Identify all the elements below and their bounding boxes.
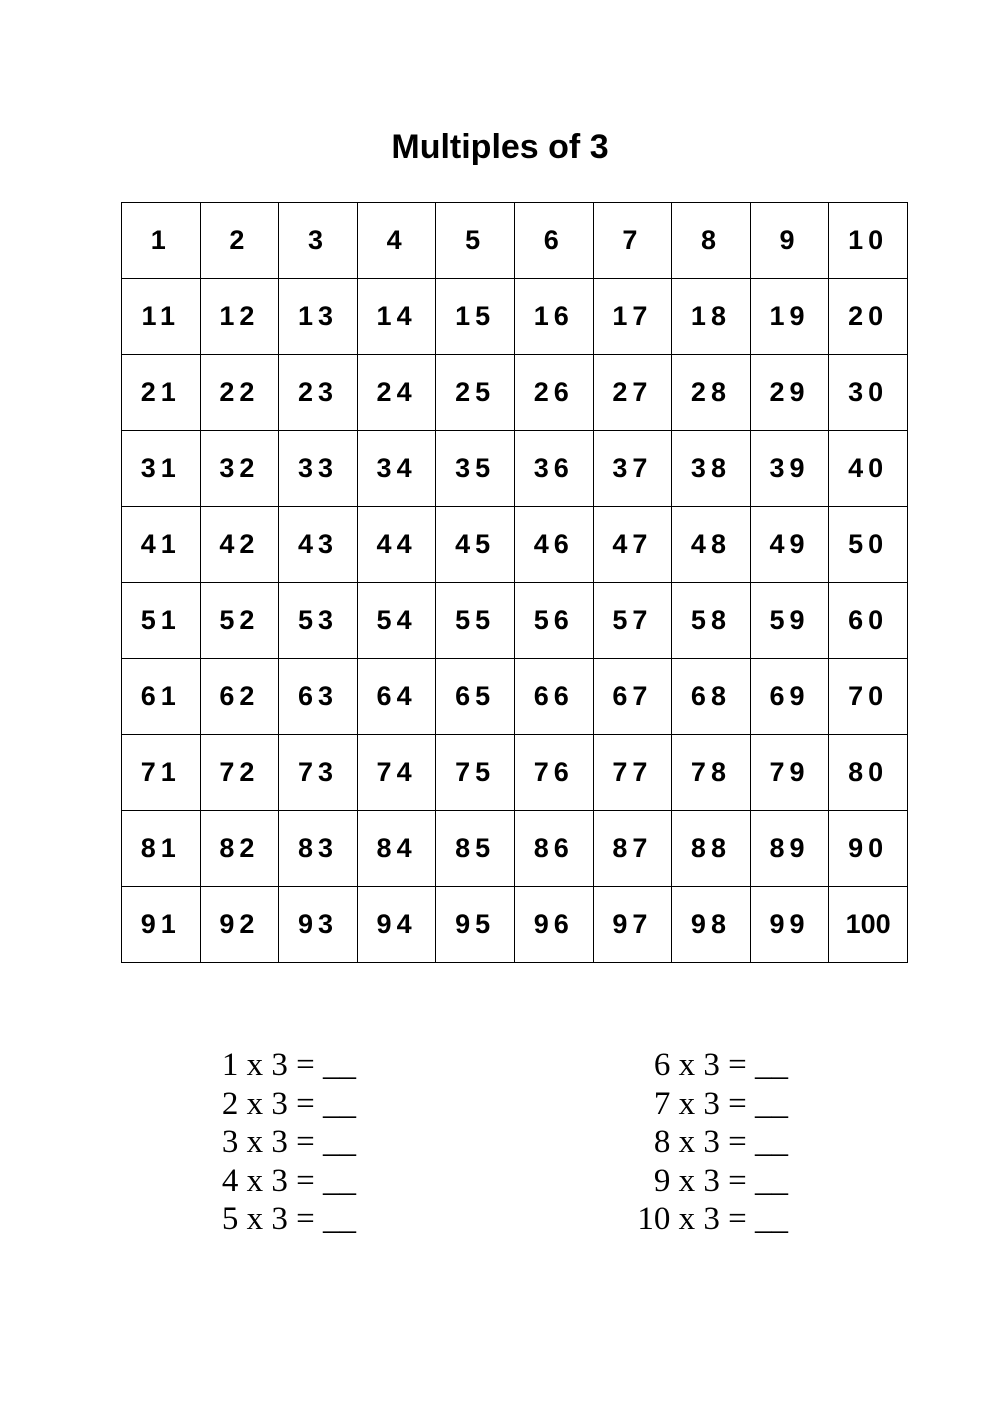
grid-cell[interactable]: 53 [279,583,358,659]
grid-cell[interactable]: 66 [514,659,593,735]
grid-cell[interactable]: 59 [750,583,829,659]
grid-cell[interactable]: 61 [122,659,201,735]
grid-cell[interactable]: 70 [829,659,908,735]
grid-cell[interactable]: 49 [750,507,829,583]
grid-cell[interactable]: 62 [200,659,279,735]
grid-cell[interactable]: 83 [279,811,358,887]
exercise-item: 4 x 3 = __ [221,1162,356,1199]
grid-cell[interactable]: 16 [514,279,593,355]
grid-cell[interactable]: 80 [829,735,908,811]
grid-cell[interactable]: 37 [593,431,672,507]
grid-cell[interactable]: 94 [357,887,436,963]
grid-cell[interactable]: 52 [200,583,279,659]
exercise-item: 9 x 3 = __ [653,1162,788,1199]
grid-cell[interactable]: 28 [672,355,751,431]
grid-cell[interactable]: 55 [436,583,515,659]
grid-cell[interactable]: 99 [750,887,829,963]
exercise-item: 3 x 3 = __ [221,1124,356,1160]
grid-cell[interactable]: 36 [514,431,593,507]
grid-cell[interactable]: 58 [672,583,751,659]
grid-cell[interactable]: 97 [593,887,672,963]
grid-cell[interactable]: 33 [279,431,358,507]
grid-cell[interactable]: 18 [672,279,751,355]
grid-cell[interactable]: 74 [357,735,436,811]
grid-row [122,887,908,963]
grid-cell[interactable]: 1 [122,203,201,279]
hundred-chart-grid [121,202,908,963]
grid-row [122,279,908,355]
grid-cell[interactable]: 87 [593,811,672,887]
grid-cell[interactable]: 57 [593,583,672,659]
grid-cell[interactable]: 25 [436,355,515,431]
grid-cell[interactable]: 46 [514,507,593,583]
grid-cell[interactable]: 13 [279,279,358,355]
grid-row [122,659,908,735]
grid-cell[interactable]: 93 [279,887,358,963]
grid-cell[interactable]: 88 [672,811,751,887]
grid-cell[interactable]: 7 [593,203,672,279]
grid-cell[interactable]: 34 [357,431,436,507]
exercise-item: 10 x 3 = __ [637,1201,788,1237]
exercise-item: 8 x 3 = __ [653,1124,788,1160]
grid-cell[interactable]: 71 [122,735,201,811]
grid-row [122,583,908,659]
exercise-list-right [605,1046,788,1239]
grid-cell[interactable]: 69 [750,659,829,735]
grid-cell[interactable]: 17 [593,279,672,355]
grid-cell[interactable]: 85 [436,811,515,887]
grid-cell[interactable]: 60 [829,583,908,659]
grid-cell[interactable]: 23 [279,355,358,431]
grid-cell[interactable]: 3 [279,203,358,279]
grid-cell[interactable]: 65 [436,659,515,735]
exercise-item: 1 x 3 = __ [221,1047,356,1083]
grid-cell[interactable]: 39 [750,431,829,507]
grid-cell[interactable]: 11 [122,279,201,355]
grid-row [122,735,908,811]
exercise-item: 2 x 3 = __ [221,1085,356,1122]
grid-cell[interactable]: 29 [750,355,829,431]
grid-cell[interactable]: 43 [279,507,358,583]
grid-cell[interactable]: 41 [122,507,201,583]
grid-cell[interactable]: 9 [750,203,829,279]
grid-cell[interactable]: 30 [829,355,908,431]
grid-cell[interactable]: 4 [357,203,436,279]
grid-cell[interactable]: 84 [357,811,436,887]
grid-cell[interactable]: 81 [122,811,201,887]
grid-cell[interactable]: 27 [593,355,672,431]
grid-cell[interactable]: 98 [672,887,751,963]
grid-cell[interactable]: 42 [200,507,279,583]
grid-cell[interactable]: 6 [514,203,593,279]
grid-cell[interactable]: 95 [436,887,515,963]
grid-cell[interactable]: 79 [750,735,829,811]
grid-cell[interactable]: 45 [436,507,515,583]
grid-cell[interactable]: 54 [357,583,436,659]
grid-cell[interactable]: 78 [672,735,751,811]
grid-cell[interactable]: 77 [593,735,672,811]
grid-cell[interactable]: 64 [357,659,436,735]
page-title: Multiples of 3 [391,128,609,166]
exercise-list-left [180,1046,356,1239]
grid-cell[interactable]: 5 [436,203,515,279]
grid-cell[interactable]: 2 [200,203,279,279]
exercise-item: 5 x 3 = __ [221,1201,356,1237]
grid-cell[interactable]: 51 [122,583,201,659]
grid-row [122,203,908,279]
grid-cell[interactable]: 82 [200,811,279,887]
grid-cell[interactable]: 56 [514,583,593,659]
grid-row [122,811,908,887]
grid-cell[interactable]: 24 [357,355,436,431]
grid-cell[interactable]: 12 [200,279,279,355]
grid-cell[interactable]: 96 [514,887,593,963]
grid-row [122,355,908,431]
exercise-item: 6 x 3 = __ [653,1047,788,1083]
grid-cell[interactable]: 8 [672,203,751,279]
grid-cell[interactable]: 100 [829,887,908,963]
grid-cell[interactable]: 38 [672,431,751,507]
grid-cell[interactable]: 48 [672,507,751,583]
grid-cell[interactable]: 40 [829,431,908,507]
grid-cell[interactable]: 21 [122,355,201,431]
grid-cell[interactable]: 32 [200,431,279,507]
grid-cell[interactable]: 72 [200,735,279,811]
exercise-item: 7 x 3 = __ [653,1085,788,1122]
grid-cell[interactable]: 89 [750,811,829,887]
grid-cell[interactable]: 26 [514,355,593,431]
grid-cell[interactable]: 44 [357,507,436,583]
grid-row [122,431,908,507]
grid-cell[interactable]: 92 [200,887,279,963]
grid-cell[interactable]: 47 [593,507,672,583]
grid-cell[interactable]: 68 [672,659,751,735]
grid-row [122,507,908,583]
grid-cell[interactable]: 75 [436,735,515,811]
grid-cell[interactable]: 19 [750,279,829,355]
grid-cell[interactable]: 67 [593,659,672,735]
grid-cell[interactable]: 10 [829,203,908,279]
grid-cell[interactable]: 91 [122,887,201,963]
grid-cell[interactable]: 63 [279,659,358,735]
grid-cell[interactable]: 50 [829,507,908,583]
grid-cell[interactable]: 73 [279,735,358,811]
grid-cell[interactable]: 35 [436,431,515,507]
grid-cell[interactable]: 20 [829,279,908,355]
grid-cell[interactable]: 76 [514,735,593,811]
grid-cell[interactable]: 15 [436,279,515,355]
grid-cell[interactable]: 31 [122,431,201,507]
grid-cell[interactable]: 90 [829,811,908,887]
grid-cell[interactable]: 14 [357,279,436,355]
grid-cell[interactable]: 22 [200,355,279,431]
grid-cell[interactable]: 86 [514,811,593,887]
